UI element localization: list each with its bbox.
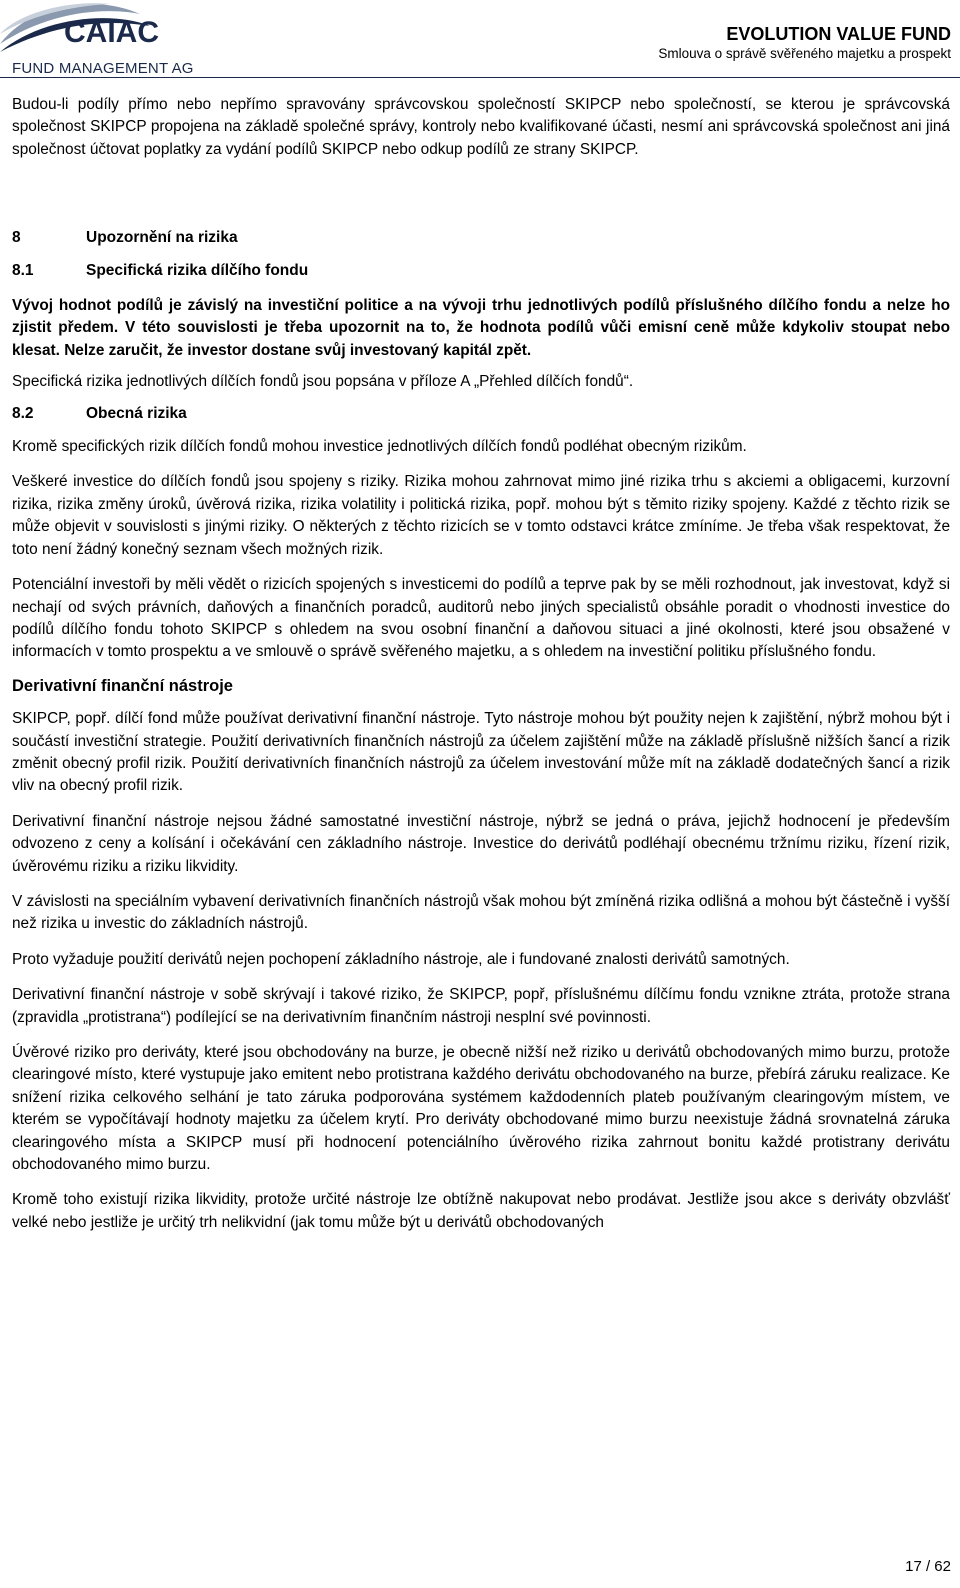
page-number: 17 / 62 <box>905 1558 951 1575</box>
derivatives-paragraph-4: Proto vyžaduje použití derivátů nejen pochopení základního nástroje, ale i fundované znalosti derivátů samotných. <box>12 950 790 968</box>
section-title: Upozornění na rizika <box>86 229 238 247</box>
derivatives-paragraph-5: Derivativní finanční nástroje v sobě skrývají i takové riziko, že SKIPCP, popř, příslušnému dílčímu fondu vznikne ztráta, protože strana (zpravidla „protistrana“) podílející se na derivativním finančním nástroji nesplní své povinnosti. <box>12 986 950 1026</box>
logo-subtitle: FUND MANAGEMENT AG <box>12 60 194 77</box>
derivatives-paragraph-1: SKIPCP, popř. dílčí fond může používat derivativní finanční nástroje. Tyto nástroje mohou být použity nejen k zajištění, nýbrž mohou být i součástí investiční strategie. Použití derivativních finančních nástrojů za účelem zajištění může na základě příslušně nižších šancí a rizik změnit obecný profil rizik. Použití derivativních finančních nástrojů za účelem investování může mít na základě dodatečných šancí a rizik vliv na obecný profil rizik. <box>12 710 950 795</box>
derivatives-paragraph-2: Derivativní finanční nástroje nejsou žádné samostatné investiční nástroje, nýbrž se jedná o práva, jejichž hodnocení je především odvozeno z ceny a kolísání i očekávání cen základního nástroje. Investice do derivátů podléhají obecnému tržnímu riziku, řízení rizik, úvěrovému riziku a riziku likvidity. <box>12 812 950 875</box>
derivatives-heading: Derivativní finanční nástroje <box>12 676 233 695</box>
general-risks-paragraph-2: Veškeré investice do dílčích fondů jsou spojeny s riziky. Rizika mohou zahrnovat mimo jiné rizika trhu s akciemi a obligacemi, kurzovní rizika, rizika změny úroků, úvěrová rizika, rizika volatility i politická rizika, popř. mohou být s těmito riziky spojeny. Každé z těchto rizik se může objevit v souvislosti s jinými riziky. O některých z těchto rizicích se v tomto odstavci krátce zmíníme. Je třeba však respektovat, že toto není žádný konečný seznam všech možných rizik. <box>12 473 950 558</box>
intro-paragraph: Budou-li podíly přímo nebo nepřímo spravovány správcovskou společností SKIPCP nebo společností, se kterou je správcovská společnost SKIPCP propojena na základě společné správy, kontroly nebo kvalifikované účasti, nesmí ani správcovská společnost ani jiná společnost účtovat poplatky za vydání podílů SKIPCP nebo odkup podílů ze strany SKIPCP. <box>12 96 950 158</box>
derivatives-paragraph-7: Kromě toho existují rizika likvidity, protože určité nástroje lze obtížně nakupovat nebo prodávat. Jestliže jsou akce s deriváty obzvlášť velké nebo jestliže je určitý trh nelikvidní (jak tomu může být u derivátů obchodovaných <box>12 1191 950 1231</box>
general-risks-paragraph-1: Kromě specifických rizik dílčích fondů mohou investice jednotlivých dílčích fondů podléhat obecným rizikům. <box>12 438 747 456</box>
derivatives-paragraph-3: V závislosti na speciálním vybavení derivativních finančních nástrojů však mohou být zmíněná rizika odlišná a mohou být částečně i vyšší než rizika u investic do základních nástrojů. <box>12 892 950 933</box>
document-body <box>12 94 950 1234</box>
section-title: Obecná rizika <box>86 404 187 422</box>
section-number: 8 <box>12 229 21 247</box>
bold-warning-paragraph: Vývoj hodnot podílů je závislý na investiční politice a na vývoji trhu jednotlivých podílů příslušného dílčího fondu a nelze ho zjistit předem. V této souvislosti je třeba upozornit na to, že hodnota podílů vůči emisní ceně může kdykoliv stoupat nebo klesat. Nelze zaručit, že investor dostane svůj investovaný kapitál zpět. <box>12 297 950 359</box>
section-8-2-heading <box>12 403 950 425</box>
header-divider <box>0 77 960 78</box>
caiac-logo <box>0 0 220 76</box>
fund-subtitle: Smlouva o správě svěřeného majetku a prospekt <box>658 46 951 61</box>
general-risks-paragraph-3: Potenciální investoři by měli vědět o rizicích spojených s investicemi do podílů a teprve pak by se měli rozhodnout, jak investovat, když si nechají od svých právních, daňových a finančních poradců, auditorů nebo jiných specialistů obsáhle poradit o vhodnosti investice do podílů dílčího fondu tohoto SKIPCP s ohledem na svou osobní finanční a daňovou situaci a jiné okolnosti, které jsou obsažené v informacích v tomto prospektu a ve smlouvě o správě svěřeného majetku, a s ohledem na investiční politiku příslušného fondu. <box>12 576 950 661</box>
derivatives-paragraph-6: Úvěrové riziko pro deriváty, které jsou obchodovány na burze, je obecně nižší než riziko u derivátů obchodovaných mimo burzu, protože clearingové místo, které vystupuje jako emitent nebo protistrana každého derivátu obchodovaného na burze, přebírá záruku realizace. Ke snížení rizika celkového selhání je tato záruka podporována systémem každodenních plateb používaným clearingovým místem, ve kterém se vypočítávají hodnoty majetku za účelem krytí. Pro deriváty obchodované mimo burzu neexistuje žádná srovnatelná záruka clearingového místa a SKIPCP musí při hodnocení potenciálního úvěrového rizika zahrnout bonitu každé protistrany derivátu obchodovaného mimo burzu. <box>12 1044 950 1174</box>
caiac-logo-mark <box>0 0 220 62</box>
fund-title: EVOLUTION VALUE FUND <box>726 24 951 44</box>
specific-risks-paragraph: Specifická rizika jednotlivých dílčích fondů jsou popsána v příloze A „Přehled dílčích fondů“. <box>12 373 634 391</box>
logo-wordmark: CAIAC <box>64 16 159 49</box>
section-title: Specifická rizika dílčího fondu <box>86 261 309 279</box>
page-header <box>0 0 960 78</box>
section-number: 8.2 <box>12 404 34 422</box>
section-8-1-heading <box>12 260 950 282</box>
section-8-heading <box>12 227 950 249</box>
section-number: 8.1 <box>12 261 34 279</box>
